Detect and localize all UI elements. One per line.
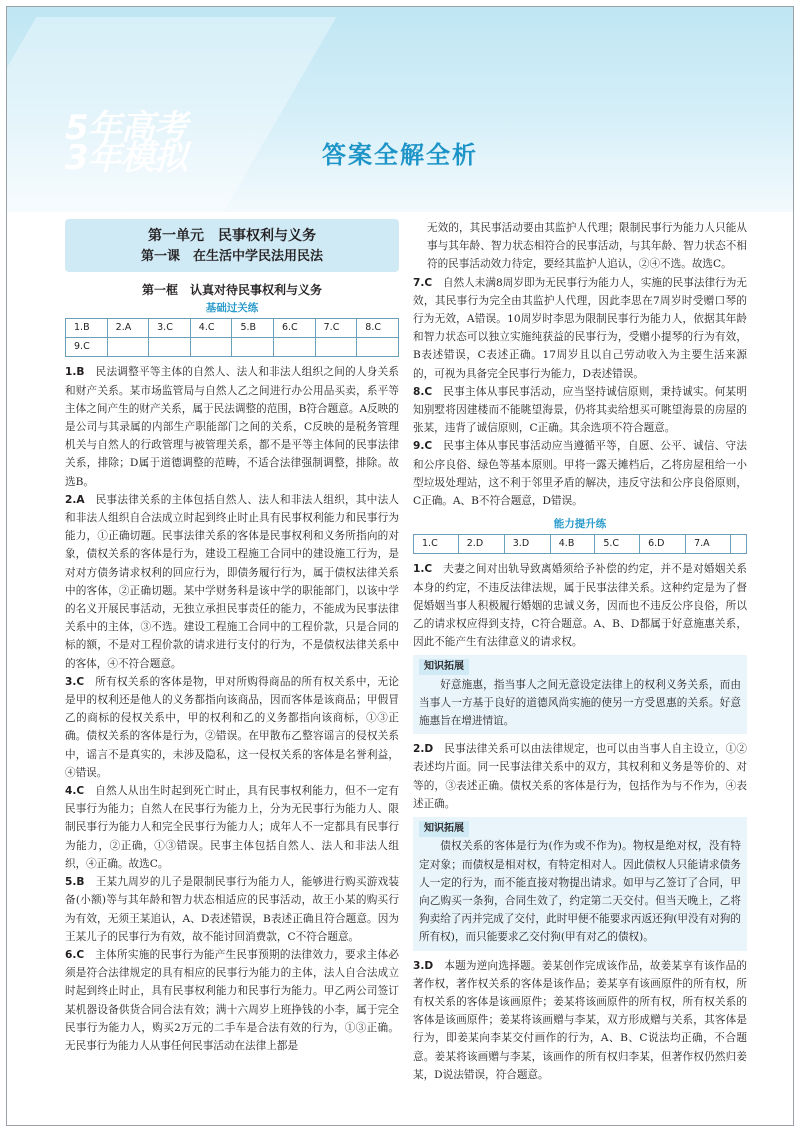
answer-cell: 2.A <box>107 319 148 338</box>
explanation-6-continued: 无效的，其民事活动要由其监护人代理；限制民事行为能力人只能从事与其年龄、智力状态相符合的民事活动，与其年龄、智力状态不相符的民事活动效力待定，要经其监护人追认，②④不选。故选C。 <box>427 222 747 271</box>
unit-title: 第一单元 民事权利与义务 <box>148 228 316 244</box>
explanation-4: 4.C 自然人从出生时起到死亡时止，具有民事权利能力，但不一定有民事行为能力；自然人在民事行为能力上，分为无民事行为能力人、限制民事行为能力人和完全民事行为能力人；成年人不一定都具有民事行为能力，②正确，①③错误。民事主体包括自然人、法人和非法人组织，④正确。故选C。 <box>65 785 400 870</box>
unit-heading-box <box>65 219 399 272</box>
answer-cell: 1.C <box>414 535 459 554</box>
page-header <box>7 7 793 212</box>
answer-cell: 8.C <box>357 319 399 338</box>
logo-line-2: 3年模拟 <box>65 138 187 178</box>
page-title: 答案全解全析 <box>322 141 478 169</box>
answer-cell: 6.D <box>640 535 686 554</box>
explanation-5: 5.B 王某九周岁的儿子是限制民事行为能力人，能够进行购买游戏装备(小额)等与其年龄和智力状态相适应的民事活动，故王小某的购买行为有效，无须王某追认，A、D表述错误，B表述正确且符合题意。因为王某儿子的民事行为有效，故不能讨回消费款，C不符合题意。 <box>65 876 400 943</box>
answer-cell: 7.C <box>315 319 357 338</box>
answer-cell: 4.B <box>550 535 595 554</box>
knowledge-tag: 知识拓展 <box>419 821 469 837</box>
answer-cell: 7.A <box>686 535 731 554</box>
knowledge-text: 债权关系的客体是行为(作为或不作为)。物权是绝对权，没有特定对象；而债权是相对权，有特定相对人。因此债权人只能请求债务人一定的行为，而不能直接对物提出请求。如甲与乙签订了合同，甲向乙购买一条狗，合同生效了，约定第二天交付。但当天晚上，乙将狗卖给了丙并完成了交付，此时甲便不能要求丙返还狗(甲没有对狗的所有权)，而只能要求乙交付狗(甲有对乙的债权)。 <box>419 840 741 944</box>
explanation-9: 9.C 民事主体从事民事活动应当遵循平等，自愿、公平、诚信、守法和公序良俗、绿色等基本原则。甲将一露天摊档后，乙将房屋租给一小型垃圾处理站，这不利于邻里矛盾的解决，违反守法和公序良俗原则，C正确。A、B不符合题意，D错误。 <box>413 440 748 508</box>
section-label-basic: 基础过关练 <box>205 302 259 314</box>
answer-table-basic <box>65 318 399 357</box>
explanation-8: 8.C 民事主体从事民事活动，应当坚持诚信原则，秉持诚实。何某明知别墅将因建楼而不能眺望海景，仍将其卖给想买可眺望海景的房屋的张某，违背了诚信原则，C正确。其余选项不符合题意。 <box>413 385 748 435</box>
knowledge-tag: 知识拓展 <box>419 659 469 675</box>
explanation-ability-1: 1.C 夫妻之间对出轨导致离婚须给予补偿的约定，并不是对婚姻关系本身的约定，不违反法律法规，属于民事法律关系。这种约定是为了督促婚姻当事人积极履行婚姻的忠诚义务，因而也不违反公序良俗，所以乙的请求权应得到支持，C符合题意。A、B、D都属于好意施惠关系，因此不能产生有法律意义的请求权。 <box>413 563 748 649</box>
explanation-ability-3: 3.D 本题为逆向选择题。姜某创作完成该作品，故姜某享有该作品的著作权，著作权关系的客体是该作品；姜某享有该画原件的所有权，所有权关系的客体是该画原件；姜某将该画原件的所有权，所有权关系的客体是该画原件；姜某将该画赠与李某，双方形成赠与关系，其客体是行为，即姜某向李某交付画作的行为，A、B、C说法均正确，不合题意。姜某将该画赠与李某，该画作的所有权归李某，但著作权仍然归姜某，D说法错误，符合题意。 <box>413 959 748 1081</box>
answer-cell: 1.B <box>66 319 108 338</box>
answer-cell: 4.C <box>190 319 232 338</box>
answer-cell: 9.C <box>66 338 108 357</box>
knowledge-text: 好意施惠，指当事人之间无意设定法律上的权利义务关系，而由当事人一方基于良好的道德风尚实施的使另一方受恩惠的关系。好意施惠旨在增进情谊。 <box>419 678 741 728</box>
lesson-title: 第一课 在生活中学民法用民法 <box>140 249 323 264</box>
page-frame <box>6 6 794 1126</box>
logo-line-1: 5年高考 <box>65 108 187 148</box>
knowledge-extension-1 <box>413 655 747 734</box>
explanation-2: 2.A 民事法律关系的主体包括自然人、法人和非法人组织，其中法人和非法人组织自合法成立时起到终止时止具有民事权利能力和民事行为能力，①正确切题。民事法律关系的客体是民事权利和义务所指向的对象，债权关系的客体是行为，建设工程施工合同中的建设施工行为，是对对方债务请求权利的回应行为，即债务履行行为，属于债权法律关系中的客体，②正确切题。某中学财务科是该中学的职能部门，以该中学的名义开展民事活动，无独立承担民事责任的能力，不能成为民事法律关系中的主体，③不选。建设工程施工合同中的工程价款，只是合同的标的额，不是对工程价款的请求进行支付的行为，不是债权法律关系中的客体，④不符合题意。 <box>65 493 400 670</box>
right-column <box>413 219 747 1084</box>
answer-table-ability <box>413 534 747 554</box>
frame-title: 第一框 认真对待民事权利与义务 <box>141 283 322 297</box>
section-label-ability: 能力提升练 <box>553 518 607 531</box>
left-column <box>65 219 399 1055</box>
table-row <box>414 535 747 554</box>
answer-cell: 5.B <box>232 319 273 338</box>
knowledge-extension-2 <box>413 817 747 950</box>
table-row <box>66 319 399 338</box>
explanation-ability-2: 2.D 民事法律关系可以由法律规定，也可以由当事人自主设立，①②表述均片面。同一民事法律关系中的双方，其权利和义务是等价的、对等的，③表述正确。债权关系的客体是行为，包括作为与不作为，④表述正确。 <box>413 743 748 810</box>
table-row <box>66 338 399 357</box>
answer-cell: 2.D <box>458 535 504 554</box>
explanation-7: 7.C 自然人未满8周岁即为无民事行为能力人，实施的民事法律行为无效，其民事行为完全由其监护人代理，因此李思在7周岁时受赠口琴的行为无效，A错误。10周岁时李思为限制民事行为能力人，依据其年龄和智力状态可以独立实施纯获益的民事行为，受赠小提琴的行为有效，B表述错误，C表述正确。17周岁且以自己劳动收入为主要生活来源的，可视为具备完全民事行为能力，D表述错误。 <box>413 276 747 380</box>
explanation-1: 1.B 民法调整平等主体的自然人、法人和非法人组织之间的人身关系和财产关系。某市场监管局与自然人乙之间进行办公用品买卖，系平等主体之间产生的财产关系，属于民法调整的范围，B符合题意。A反映的是公司与其录属的内部生产职能部门之间的关系，C反映的是税务管理机关与自然人的行政管理与被管理关系，都不是平等主体间的民事法律关系，排除；D属于道德调整的范畴，不适合法律强制调整，排除。故选B。 <box>65 366 400 488</box>
answer-cell: 3.C <box>149 319 191 338</box>
explanation-3: 3.C 所有权关系的客体是物，甲对所购得商品的所有权关系中，无论是甲的权利还是他人的义务都指向该商品，因而客体是该商品；甲假冒乙的商标的侵权关系中，甲的权利和乙的义务都指向该商标，①③正确。债权关系的客体是行为，②错误。在甲散布乙整容谣言的侵权关系中，谣言不是真实的，未涉及隐私，这一侵权关系的客体是名誉利益，④错误。 <box>65 675 400 779</box>
answer-cell: 5.C <box>595 535 640 554</box>
explanation-6: 6.C 主体所实施的民事行为能产生民事预期的法律效力，要求主体必须是符合法律规定的具有相应的民事行为能力的主体，法人自合法成立时起到终止时止，具有民事权利能力和民事行为能力。甲乙两公司签订某机器设备供货合同合法有效；满十六周岁上班挣钱的小李，属于完全民事行为能力人，购买2万元的二手车是合法有效的行为，①③正确。无民事行为能力人从事任何民事活动在法律上都是 <box>65 948 400 1052</box>
answer-cell: 6.C <box>273 319 315 338</box>
answer-cell: 3.D <box>504 535 550 554</box>
